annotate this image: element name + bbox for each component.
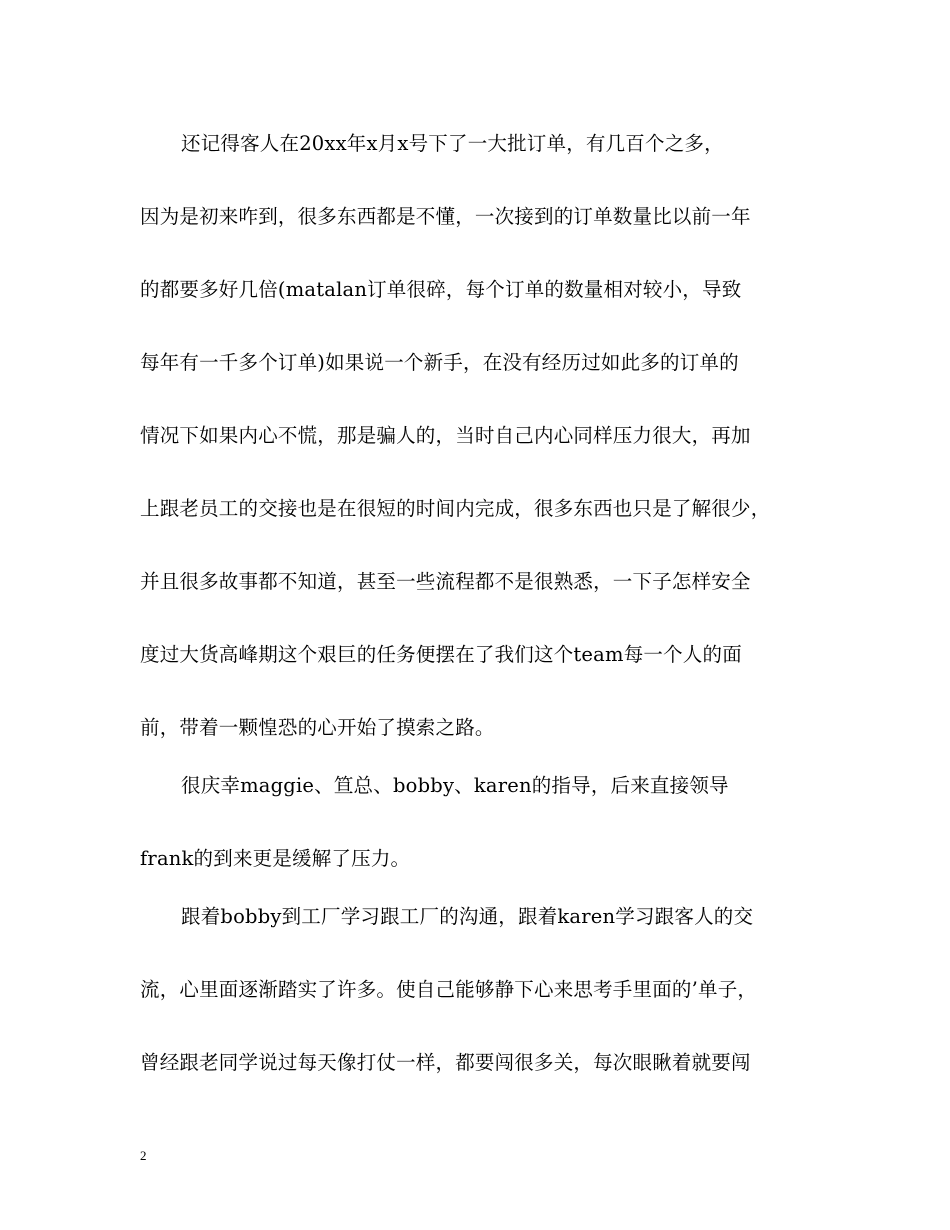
- paragraph-line: 还记得客人在20xx年x月x号下了一大批订单，有几百个之多，: [181, 132, 724, 155]
- paragraph-line: 曾经跟老同学说过每天像打仗一样，都要闯很多关，每次眼瞅着就要闯: [140, 1051, 751, 1074]
- paragraph-line: 因为是初来咋到，很多东西都是不懂，一次接到的订单数量比以前一年: [140, 205, 751, 228]
- paragraph-line: 前，带着一颗惶恐的心开始了摸索之路。: [140, 716, 495, 739]
- paragraph-line: 上跟老员工的交接也是在很短的时间内完成，很多东西也只是了解很少，: [140, 497, 771, 520]
- paragraph-line: 度过大货高峰期这个艰巨的任务便摆在了我们这个team每一个人的面: [140, 643, 742, 666]
- paragraph-line: 很庆幸maggie、笪总、bobby、karen的指导，后来直接领导: [181, 774, 729, 797]
- paragraph-line: 每年有一千多个订单)如果说一个新手，在没有经历过如此多的订单的: [140, 351, 739, 374]
- page-number: 2: [140, 1148, 147, 1163]
- paragraph-line: 情况下如果内心不慌，那是骗人的，当时自己内心同样压力很大，再加: [140, 424, 751, 447]
- paragraph-line: 并且很多故事都不知道，甚至一些流程都不是很熟悉，一下子怎样安全: [140, 570, 751, 593]
- paragraph-line: frank的到来更是缓解了压力。: [140, 847, 411, 870]
- paragraph-line: 跟着bobby到工厂学习跟工厂的沟通，跟着karen学习跟客人的交: [181, 905, 754, 928]
- paragraph-line: 的都要多好几倍(matalan订单很碎，每个订单的数量相对较小，导致: [140, 278, 742, 301]
- paragraph-line: 流，心里面逐渐踏实了许多。使自己能够静下心来思考手里面的’单子，: [140, 978, 758, 1001]
